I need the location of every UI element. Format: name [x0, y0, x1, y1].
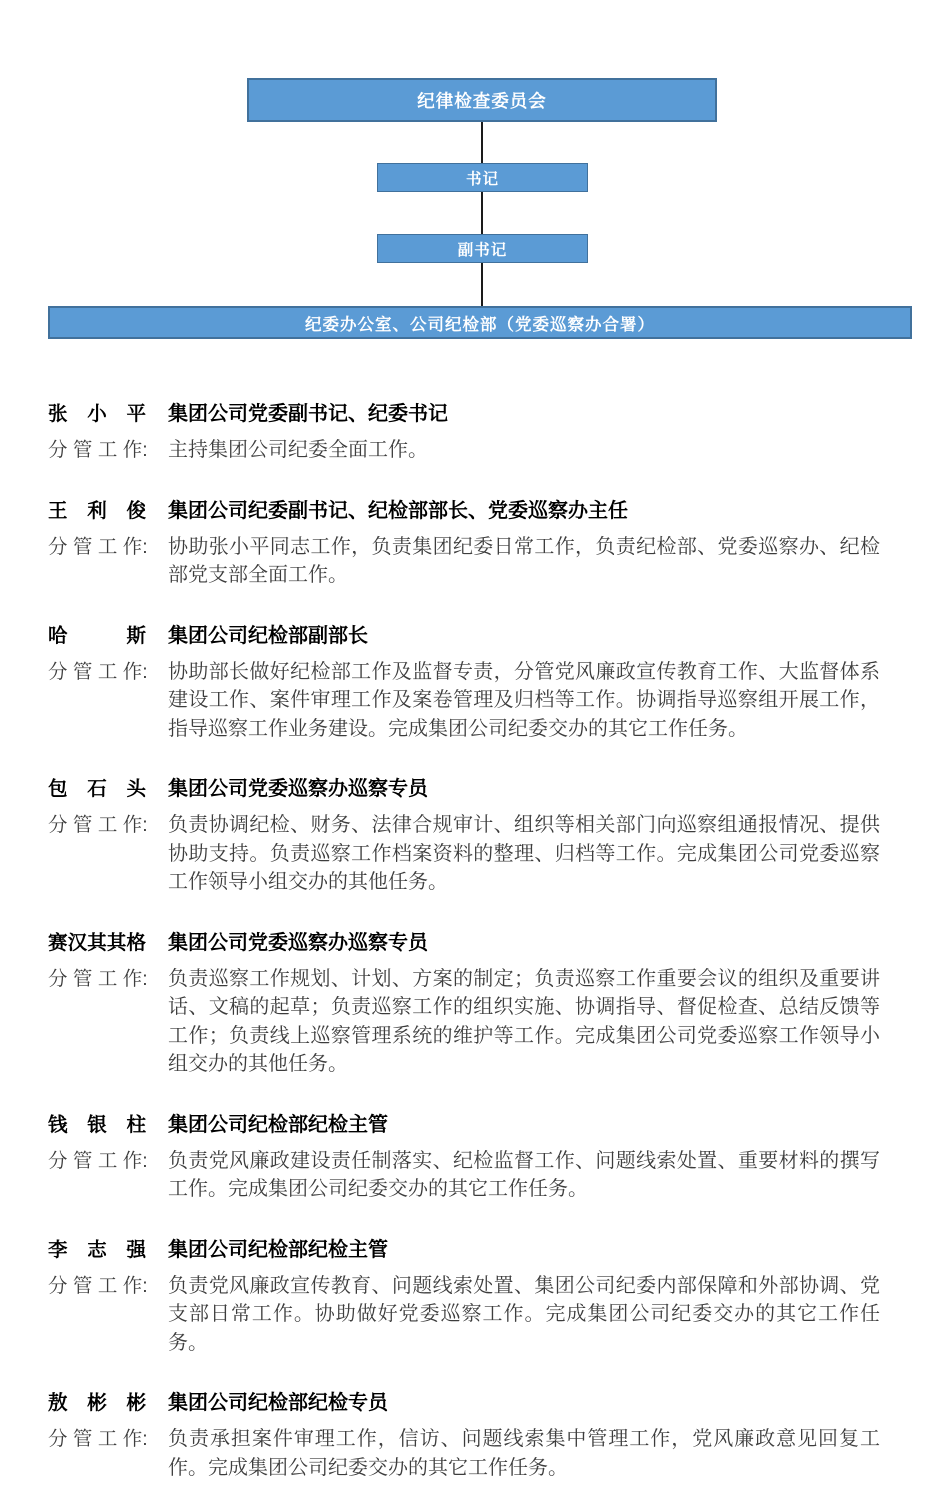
staff-title: 集团公司党委巡察办巡察专员: [168, 778, 428, 800]
staff-title: 集团公司纪委副书记、纪检部部长、党委巡察办主任: [168, 499, 628, 522]
staff-name: 钱银柱: [48, 1113, 146, 1136]
duty-text: 负责党风廉政宣传教育、问题线索处置、集团公司纪委内部保障和外部协调、党支部日常工作。协助做好党委巡察工作。完成集团公司纪委交办的其它工作任务。: [168, 1274, 880, 1354]
connector-line-3: [481, 263, 483, 306]
staff-title: 集团公司纪检部纪检主管: [168, 1113, 388, 1136]
staff-entry-3: [48, 620, 880, 744]
staff-entry-7: [48, 1234, 880, 1358]
duty-label: 分 管 工 作:: [48, 535, 148, 558]
org-box-deputy-secretary: 副书记: [377, 234, 588, 263]
staff-entry-4: [48, 773, 880, 897]
staff-title: 集团公司纪检部纪检专员: [168, 1392, 388, 1414]
duty-label: 分 管 工 作:: [48, 814, 148, 836]
staff-name: 王利俊: [48, 499, 146, 522]
duty-text: 主持集团公司纪委全面工作。: [168, 439, 428, 461]
duty-label: 分 管 工 作:: [48, 967, 148, 990]
staff-entry-5: [48, 927, 880, 1079]
staff-name: 包石头: [48, 778, 146, 800]
staff-name: 敖彬彬: [48, 1392, 146, 1414]
staff-name: 张小平: [48, 403, 146, 425]
duty-text: 负责党风廉政建设责任制落实、纪检监督工作、问题线索处置、重要材料的撰写工作。完成集团公司纪委交办的其它工作任务。: [168, 1149, 880, 1200]
duty-label: 分 管 工 作:: [48, 439, 148, 461]
org-chart: [0, 0, 950, 392]
connector-line-1: [481, 122, 483, 163]
staff-name: 李志强: [48, 1238, 146, 1261]
duty-label: 分 管 工 作:: [48, 1149, 148, 1172]
staff-name: 哈斯: [48, 624, 146, 647]
staff-entry-6: [48, 1109, 880, 1204]
org-box-committee: 纪律检查委员会: [247, 78, 717, 122]
staff-title: 集团公司党委巡察办巡察专员: [168, 931, 428, 954]
staff-title: 集团公司纪检部副部长: [168, 624, 368, 647]
duty-label: 分 管 工 作:: [48, 1274, 148, 1297]
duty-text: 协助张小平同志工作，负责集团纪委日常工作，负责纪检部、党委巡察办、纪检部党支部全面工作。: [168, 535, 880, 586]
staff-entry-2: [48, 495, 880, 590]
duty-text: 负责巡察工作规划、计划、方案的制定；负责巡察工作重要会议的组织及重要讲话、文稿的起草；负责巡察工作的组织实施、协调指导、督促检查、总结反馈等工作；负责线上巡察管理系统的维护等工作。完成集团公司党委巡察工作领导小组交办的其他任务。: [168, 967, 880, 1075]
staff-name: 赛汉其其格: [48, 931, 146, 954]
duty-label: 分 管 工 作:: [48, 660, 148, 683]
duty-text: 负责承担案件审理工作，信访、问题线索集中管理工作，党风廉政意见回复工作。完成集团公司纪委交办的其它工作任务。: [168, 1428, 880, 1479]
staff-entry-1: [48, 398, 880, 465]
duty-label: 分 管 工 作:: [48, 1428, 148, 1450]
staff-title: 集团公司党委副书记、纪委书记: [168, 403, 448, 425]
staff-roster: [48, 398, 880, 1512]
staff-title: 集团公司纪检部纪检主管: [168, 1238, 388, 1261]
connector-line-2: [481, 192, 483, 234]
duty-text: 协助部长做好纪检部工作及监督专责，分管党风廉政宣传教育工作、大监督体系建设工作、案件审理工作及案卷管理及归档等工作。协调指导巡察组开展工作，指导巡察工作业务建设。完成集团公司纪委交办的其它工作任务。: [168, 660, 880, 740]
staff-entry-8: [48, 1387, 880, 1482]
duty-text: 负责协调纪检、财务、法律合规审计、组织等相关部门向巡察组通报情况、提供协助支持。负责巡察工作档案资料的整理、归档等工作。完成集团公司党委巡察工作领导小组交办的其他任务。: [168, 814, 880, 893]
org-box-secretary: 书记: [377, 163, 588, 192]
org-box-office: 纪委办公室、公司纪检部（党委巡察办合署）: [48, 306, 912, 339]
